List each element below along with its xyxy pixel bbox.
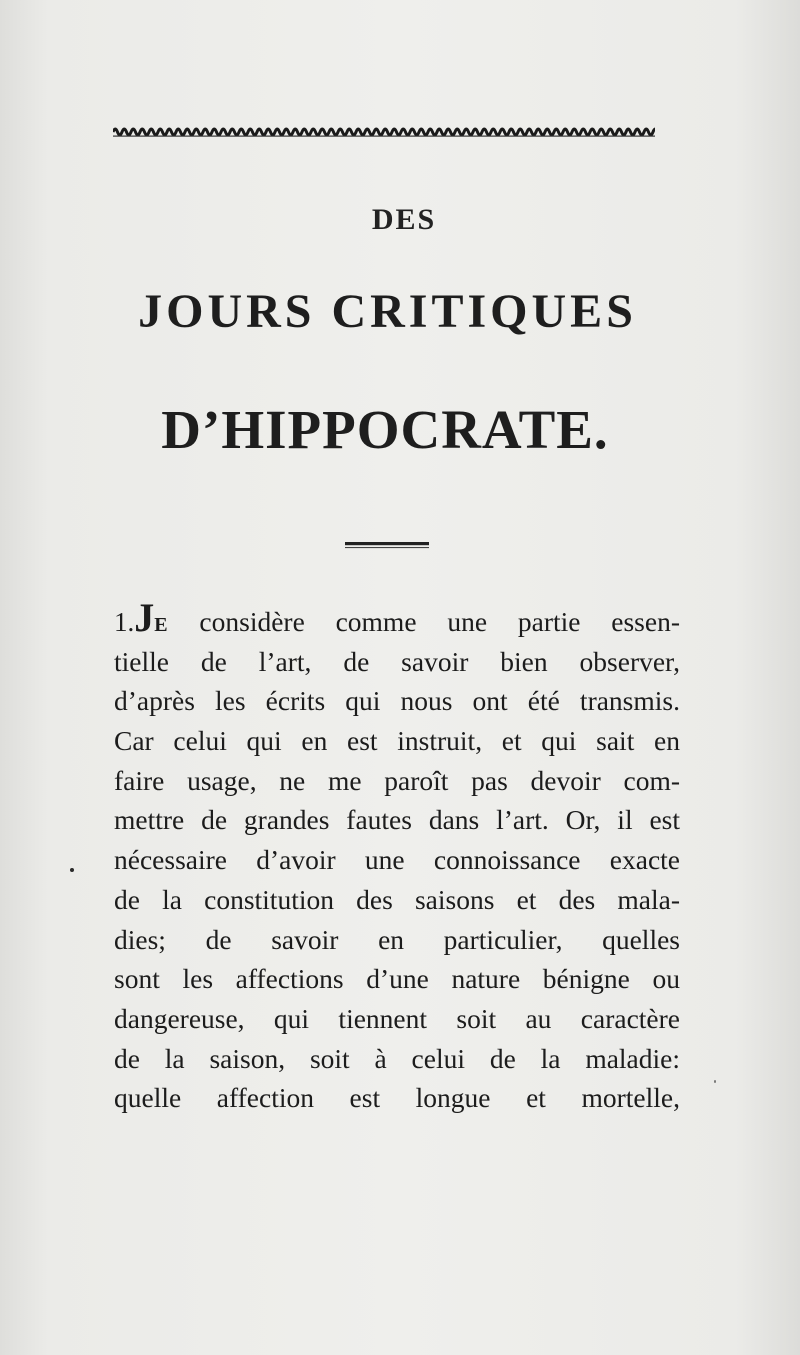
ornament-baseline <box>113 136 655 137</box>
text-line: sont les affections d’une nature bénigne ou <box>114 963 680 995</box>
ink-speck <box>70 868 74 872</box>
text-line: de la saison, soit à celui de la maladie: <box>114 1042 680 1074</box>
title-line-des: DES <box>371 203 437 236</box>
ink-speck <box>714 1080 716 1083</box>
text-line: nécessaire d’avoir une connoissance exacte <box>114 844 680 876</box>
text-line: tielle de l’art, de savoir bien observer, <box>114 645 680 677</box>
paragraph-number: 1. <box>114 607 135 637</box>
text-line: dies; de savoir en particulier, quelles <box>114 923 680 955</box>
text-line: faire usage, ne me paroît pas devoir com- <box>114 764 680 796</box>
text-line: mettre de grandes fautes dans l’art. Or, il est <box>114 804 680 836</box>
header-ornament <box>113 126 655 138</box>
text-line: d’après les écrits qui nous ont été transmis. <box>114 685 680 717</box>
text-line: de la constitution des saisons et des mala- <box>114 883 680 915</box>
text-line: quelle affection est longue et mortelle, <box>114 1082 680 1114</box>
title-line-hippocrate: D’HIPPOCRATE. <box>161 399 609 460</box>
body-paragraph <box>114 595 680 1118</box>
line-text: considère comme une partie essen- <box>199 606 680 637</box>
text-line <box>114 595 680 642</box>
drop-cap-tail: E <box>154 614 169 636</box>
text-line: Car celui qui en est instruit, et qui sait en <box>114 725 680 757</box>
ornament-wave <box>113 129 655 135</box>
title-line-jours-critiques: JOURS CRITIQUES <box>138 285 637 338</box>
decorative-rule <box>345 535 429 545</box>
drop-cap: J <box>134 595 155 640</box>
text-line: dangereuse, qui tiennent soit au caractère <box>114 1002 680 1034</box>
